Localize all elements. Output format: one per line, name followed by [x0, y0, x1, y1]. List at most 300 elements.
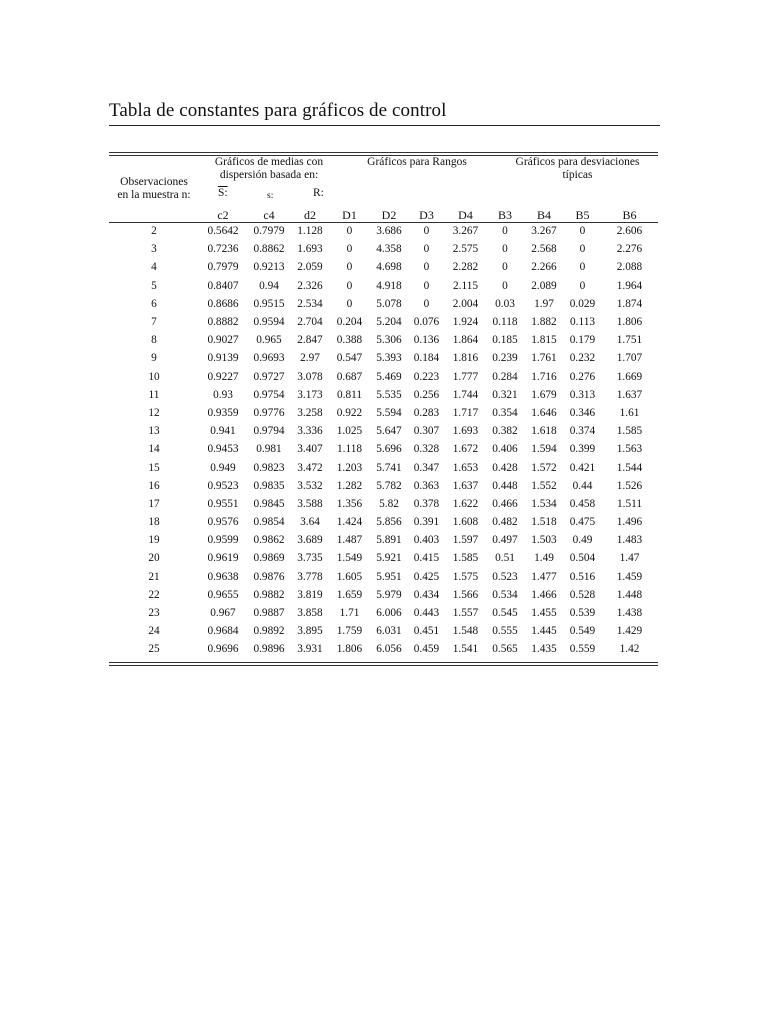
table-cell: 1.585: [616, 425, 643, 438]
header-r: R:: [313, 187, 324, 199]
table-row: [109, 495, 658, 513]
table-cell: 0: [346, 225, 353, 238]
table-cell: 1.618: [531, 425, 557, 438]
table-cell: 0.555: [492, 625, 518, 638]
table-cell: 5.594: [376, 406, 402, 419]
table-cell: 1.487: [336, 534, 363, 547]
table-cell: 0.549: [569, 625, 596, 638]
table-cell: 1.816: [452, 352, 479, 365]
table-cell-n: 20: [148, 552, 160, 565]
table-cell: 2.575: [452, 243, 479, 256]
table-cell: 1.483: [616, 534, 643, 547]
table-cell: 1.61: [619, 406, 640, 419]
table-cell: 1.97: [534, 297, 554, 310]
table-cell: 4.698: [376, 261, 402, 274]
table-cell: 2.004: [452, 297, 479, 310]
table-cell-n: 14: [148, 443, 160, 456]
table-cell: 1.622: [452, 497, 479, 510]
table-row: [109, 568, 658, 586]
table-cell: 1.882: [531, 316, 557, 329]
table-cell: 1.526: [616, 479, 643, 492]
table-cell: 0.922: [336, 406, 363, 419]
table-cell: 5.696: [376, 443, 402, 456]
table-cell-n: 25: [148, 643, 160, 656]
table-cell-n: 17: [148, 497, 160, 510]
table-cell: 1.659: [336, 588, 363, 601]
table-cell: 1.511: [617, 497, 642, 510]
table-cell: 0.8882: [207, 316, 239, 329]
table-cell: 2.276: [616, 243, 643, 256]
table-cell: 1.503: [531, 534, 557, 547]
column-header-b5: B5: [575, 207, 590, 222]
table-cell: 1.608: [452, 516, 479, 529]
table-cell: 0.9227: [207, 370, 239, 383]
table-cell: 5.782: [376, 479, 402, 492]
table-cell: 0.9213: [253, 261, 285, 274]
table-cell: 0.458: [569, 497, 596, 510]
table-cell-n: 24: [148, 625, 160, 638]
table-cell-n: 9: [151, 352, 157, 365]
table-cell: 1.549: [336, 552, 363, 565]
table-cell: 1.874: [616, 297, 643, 310]
table-cell: 0.504: [569, 552, 596, 565]
table-cell: 1.806: [616, 316, 643, 329]
table-cell: 1.716: [531, 370, 557, 383]
table-cell: 2.326: [297, 279, 323, 292]
table-cell: 0.51: [495, 552, 515, 565]
table-cell: 0: [423, 297, 430, 310]
table-cell: 0.539: [569, 607, 596, 620]
table-cell: 1.637: [452, 479, 479, 492]
table-cell: 2.847: [297, 334, 323, 347]
table-cell: 6.031: [376, 625, 402, 638]
table-cell: 0.9869: [253, 552, 285, 565]
table-cell: 0.03: [495, 297, 515, 310]
table-cell: 2.059: [297, 261, 323, 274]
table-cell: 0.328: [413, 443, 440, 456]
table-row: [109, 258, 658, 276]
table-cell-n: 8: [151, 334, 157, 347]
table-cell: 2.115: [453, 279, 478, 292]
table-top-rule: [109, 152, 658, 153]
table-cell: 0.9776: [253, 406, 285, 419]
table-cell: 0: [423, 225, 430, 238]
table-cell: 0: [579, 279, 586, 292]
table-cell: 3.895: [297, 625, 323, 638]
table-cell: 3.819: [297, 588, 323, 601]
table-cell: 3.078: [297, 370, 323, 383]
table-cell: 1.518: [531, 516, 557, 529]
table-cell: 0.7979: [253, 225, 285, 238]
table-cell: 5.535: [376, 388, 402, 401]
table-cell: 0.459: [413, 643, 440, 656]
header-medias-line2: dispersión basada en:: [219, 169, 319, 181]
table-cell: 0.443: [413, 607, 440, 620]
table-cell-n: 6: [151, 297, 157, 310]
table-cell: 1.448: [616, 588, 643, 601]
table-cell-n: 7: [151, 316, 157, 329]
table-cell: 3.336: [297, 425, 323, 438]
table-cell: 1.572: [531, 461, 557, 474]
column-header-b4: B4: [536, 207, 551, 222]
table-cell: 0.687: [336, 370, 363, 383]
table-cell: 1.424: [336, 516, 363, 529]
table-cell: 0: [502, 243, 508, 256]
table-cell: 0.482: [492, 516, 518, 529]
table-cell: 2.282: [452, 261, 479, 274]
table-cell: 0.421: [569, 461, 596, 474]
column-header-d2: D2: [381, 207, 397, 222]
table-cell: 0.49: [572, 534, 593, 547]
table-cell: 0.9882: [253, 588, 285, 601]
table-cell: 0: [423, 261, 430, 274]
table-cell: 0.466: [492, 497, 518, 510]
table-cell: 1.566: [452, 588, 479, 601]
table-cell: 1.466: [531, 588, 557, 601]
table-cell: 1.118: [337, 443, 362, 456]
table-cell: 1.806: [336, 643, 363, 656]
table-cell: 1.761: [531, 352, 557, 365]
table-cell: 1.438: [616, 607, 643, 620]
table-cell: 0.528: [569, 588, 596, 601]
table-cell: 0.9684: [207, 625, 239, 638]
table-cell-n: 11: [148, 388, 160, 401]
table-cell-n: 10: [148, 370, 160, 383]
table-cell: 0.283: [413, 406, 440, 419]
table-cell: 1.864: [452, 334, 479, 347]
table-row: [109, 640, 658, 658]
table-row: [109, 586, 658, 604]
table-cell: 1.924: [452, 316, 479, 329]
header-observaciones-line2: en la muestra n:: [117, 189, 191, 201]
table-cell: 0.8407: [207, 279, 239, 292]
table-cell: 0.93: [213, 388, 233, 401]
table-cell: 5.393: [376, 352, 402, 365]
table-cell: 0.565: [492, 643, 518, 656]
table-cell: 0.523: [492, 570, 518, 583]
table-cell: 1.435: [531, 643, 557, 656]
table-row: [109, 222, 658, 240]
table-cell: 0.313: [569, 388, 596, 401]
table-cell-n: 19: [148, 534, 160, 547]
header-desviaciones: [495, 156, 660, 182]
table-cell: 0.534: [492, 588, 518, 601]
header-s-bar: [218, 187, 228, 200]
table-cell: 0.949: [210, 461, 236, 474]
table-row: [109, 458, 658, 476]
table-cell: 0: [502, 279, 508, 292]
table-cell: 0.9854: [253, 516, 285, 529]
table-cell: 0.378: [413, 497, 440, 510]
table-cell: 1.455: [531, 607, 557, 620]
table-cell: 0.9862: [253, 534, 285, 547]
table-cell: 0: [346, 279, 353, 292]
table-cell: 0.941: [210, 425, 236, 438]
table-row: [109, 277, 658, 295]
header-desviaciones-line2: típicas: [562, 169, 593, 181]
table-cell: 0.559: [569, 643, 596, 656]
table-cell: 0.981: [256, 443, 282, 456]
table-cell: 0.9619: [207, 552, 239, 565]
table-cell: 2.704: [297, 316, 323, 329]
table-row: [109, 531, 658, 549]
table-cell: 0.516: [569, 570, 596, 583]
table-cell: 1.717: [452, 406, 479, 419]
table-cell: 5.891: [376, 534, 402, 547]
table-cell: 0.223: [413, 370, 440, 383]
table-cell: 3.735: [297, 552, 323, 565]
table-cell: 0.9523: [207, 479, 239, 492]
table-cell: 3.173: [297, 388, 323, 401]
table-cell: 0.9027: [207, 334, 239, 347]
table-cell: 0: [579, 261, 586, 274]
table-cell: 1.744: [452, 388, 479, 401]
header-desviaciones-line1: Gráficos para desviaciones: [515, 156, 640, 168]
page-title: Tabla de constantes para gráficos de control: [109, 100, 447, 121]
table-cell-n: 21: [148, 570, 160, 583]
table-row: [109, 549, 658, 567]
table-cell: 1.49: [534, 552, 554, 565]
table-cell: 1.459: [616, 570, 643, 583]
table-cell: 0.8862: [253, 243, 285, 256]
table-cell: 0.136: [413, 334, 440, 347]
table-cell: 3.858: [297, 607, 323, 620]
table-cell: 3.267: [452, 225, 479, 238]
table-cell: 2.568: [531, 243, 557, 256]
table-cell: 1.429: [616, 625, 643, 638]
table-cell: 1.445: [531, 625, 557, 638]
table-cell: 6.056: [376, 643, 402, 656]
table-cell: 0.434: [413, 588, 440, 601]
table-cell: 0: [346, 261, 353, 274]
table-cell: 1.575: [452, 570, 479, 583]
table-cell: 1.777: [452, 370, 479, 383]
column-header-b6: B6: [622, 207, 637, 222]
table-cell: 0.232: [569, 352, 596, 365]
table-cell: 2.089: [531, 279, 557, 292]
table-cell: 3.686: [376, 225, 402, 238]
table-row: [109, 368, 658, 386]
table-cell: 1.693: [452, 425, 479, 438]
table-cell: 0.399: [569, 443, 596, 456]
table-cell: 0.284: [492, 370, 518, 383]
table-cell: 0.118: [492, 316, 518, 329]
table-cell: 1.637: [616, 388, 643, 401]
table-cell: 5.306: [376, 334, 402, 347]
table-cell: 0.9823: [253, 461, 285, 474]
table-cell: 0.415: [413, 552, 440, 565]
table-cell: 0.9453: [207, 443, 239, 456]
table-cell: 0: [502, 261, 508, 274]
table-cell: 0.9876: [253, 570, 285, 583]
table-cell-n: 3: [151, 243, 157, 256]
table-cell-n: 4: [151, 261, 157, 274]
table-cell: 0.9727: [253, 370, 285, 383]
table-cell: 0: [502, 225, 508, 238]
table-cell: 4.918: [376, 279, 402, 292]
table-cell: 0: [346, 243, 353, 256]
table-cell: 0.9835: [253, 479, 285, 492]
table-cell: 1.552: [531, 479, 557, 492]
table-cell: 1.47: [619, 552, 640, 565]
table-cell: 3.931: [297, 643, 323, 656]
table-cell: 1.203: [336, 461, 363, 474]
table-cell: 0: [579, 243, 586, 256]
table-cell: 1.751: [616, 334, 643, 347]
table-cell: 0.9693: [253, 352, 285, 365]
table-cell: 0.5642: [207, 225, 239, 238]
table-cell: 2.97: [300, 352, 320, 365]
table-cell: 0.547: [336, 352, 363, 365]
table-cell: 0.388: [336, 334, 363, 347]
table-cell: 1.557: [452, 607, 479, 620]
table-cell-n: 12: [148, 406, 160, 419]
table-cell: 0.545: [492, 607, 518, 620]
table-cell: 0.811: [337, 388, 362, 401]
header-observaciones: [109, 176, 199, 202]
table-cell: 0.44: [572, 479, 593, 492]
table-cell: 1.653: [452, 461, 479, 474]
table-bottom-rule-double: [109, 665, 658, 666]
table-cell: 0.029: [569, 297, 596, 310]
table-cell: 1.679: [531, 388, 557, 401]
table-cell-n: 2: [151, 225, 157, 238]
table-cell: 3.407: [297, 443, 323, 456]
table-cell: 0.94: [259, 279, 279, 292]
table-row: [109, 331, 658, 349]
table-cell: 0.9594: [253, 316, 285, 329]
table-cell: 0.9599: [207, 534, 239, 547]
table-cell: 0.406: [492, 443, 518, 456]
table-cell: 5.469: [376, 370, 402, 383]
table-cell: 0.448: [492, 479, 518, 492]
table-cell: 0.363: [413, 479, 440, 492]
table-cell: 1.597: [452, 534, 479, 547]
table-cell: 5.979: [376, 588, 402, 601]
table-cell: 5.921: [376, 552, 402, 565]
table-cell: 5.856: [376, 516, 402, 529]
table-cell: 0.7979: [207, 261, 239, 274]
table-cell: 0.7236: [207, 243, 239, 256]
table-cell: 3.689: [297, 534, 323, 547]
table-cell: 1.496: [616, 516, 643, 529]
table-cell: 0: [579, 225, 586, 238]
table-cell: 0.347: [413, 461, 440, 474]
table-cell: 2.534: [297, 297, 323, 310]
table-cell: 1.672: [452, 443, 479, 456]
table-cell: 2.266: [531, 261, 557, 274]
table-cell: 3.532: [297, 479, 323, 492]
table-cell-n: 22: [148, 588, 160, 601]
title-underline: [109, 125, 660, 126]
table-cell: 0.9359: [207, 406, 239, 419]
table-cell: 0.9655: [207, 588, 239, 601]
table-cell: 0.403: [413, 534, 440, 547]
table-cell: 0.276: [569, 370, 596, 383]
table-cell: 0.256: [413, 388, 440, 401]
table-row: [109, 604, 658, 622]
table-cell: 3.778: [297, 570, 323, 583]
table-cell: 1.707: [616, 352, 643, 365]
table-cell: 1.563: [616, 443, 643, 456]
table-row: [109, 622, 658, 640]
table-cell: 0.9754: [253, 388, 285, 401]
table-cell: 2.606: [616, 225, 643, 238]
table-cell: 0.374: [569, 425, 596, 438]
table-cell-n: 23: [148, 607, 160, 620]
table-cell: 1.282: [336, 479, 363, 492]
column-header-d2: d2: [304, 207, 316, 222]
table-cell: 0.239: [492, 352, 518, 365]
header-medias: [199, 156, 339, 182]
table-cell: 5.741: [376, 461, 402, 474]
table-cell: 0.9892: [253, 625, 285, 638]
table-cell: 0.9576: [207, 516, 239, 529]
header-medias-line1: Gráficos de medias con: [214, 156, 324, 168]
table-cell: 1.815: [531, 334, 557, 347]
table-cell: 2.088: [616, 261, 643, 274]
table-cell-n: 18: [148, 516, 160, 529]
table-cell: 0.9638: [207, 570, 239, 583]
table-cell-n: 13: [148, 425, 160, 438]
table-cell: 0.451: [413, 625, 440, 638]
table-cell: 1.128: [297, 225, 323, 238]
table-cell: 4.358: [376, 243, 402, 256]
table-cell: 0.475: [569, 516, 596, 529]
table-cell: 3.258: [297, 406, 323, 419]
table-cell: 5.951: [376, 570, 402, 583]
table-cell: 1.71: [339, 607, 360, 620]
table-cell: 0: [346, 297, 353, 310]
table-cell: 0.321: [492, 388, 518, 401]
column-header-c4: c4: [263, 207, 275, 222]
table-cell: 1.693: [297, 243, 323, 256]
header-s: s:: [267, 191, 274, 201]
table-cell: 0.967: [210, 607, 236, 620]
table-cell: 0.9139: [207, 352, 239, 365]
table-cell: 0.8686: [207, 297, 239, 310]
table-cell: 1.669: [616, 370, 643, 383]
table-cell: 0.428: [492, 461, 518, 474]
column-header-d4: D4: [458, 207, 473, 222]
table-row: [109, 404, 658, 422]
table-row: [109, 240, 658, 258]
table-cell: 0.9794: [253, 425, 285, 438]
table-row: [109, 386, 658, 404]
table-row: [109, 313, 658, 331]
column-header-b3: B3: [497, 207, 512, 222]
table-cell: 1.356: [336, 497, 363, 510]
table-cell: 0: [423, 243, 430, 256]
table-cell: 1.548: [452, 625, 479, 638]
table-cell: 0.391: [413, 516, 440, 529]
table-cell: 5.078: [376, 297, 402, 310]
table-cell: 1.585: [452, 552, 479, 565]
header-rangos: Gráficos para Rangos: [367, 156, 467, 168]
table-cell: 0.307: [413, 425, 440, 438]
table-cell: 1.534: [531, 497, 557, 510]
table-cell: 1.964: [616, 279, 643, 292]
table-cell-n: 15: [148, 461, 160, 474]
constants-table-body: [109, 222, 658, 659]
table-row: [109, 349, 658, 367]
table-cell: 0.184: [413, 352, 440, 365]
table-cell: 3.267: [531, 225, 557, 238]
table-cell: 0.9696: [207, 643, 239, 656]
table-cell: 0.113: [570, 316, 595, 329]
column-header-d1: D1: [342, 207, 357, 222]
table-cell: 0.076: [413, 316, 440, 329]
